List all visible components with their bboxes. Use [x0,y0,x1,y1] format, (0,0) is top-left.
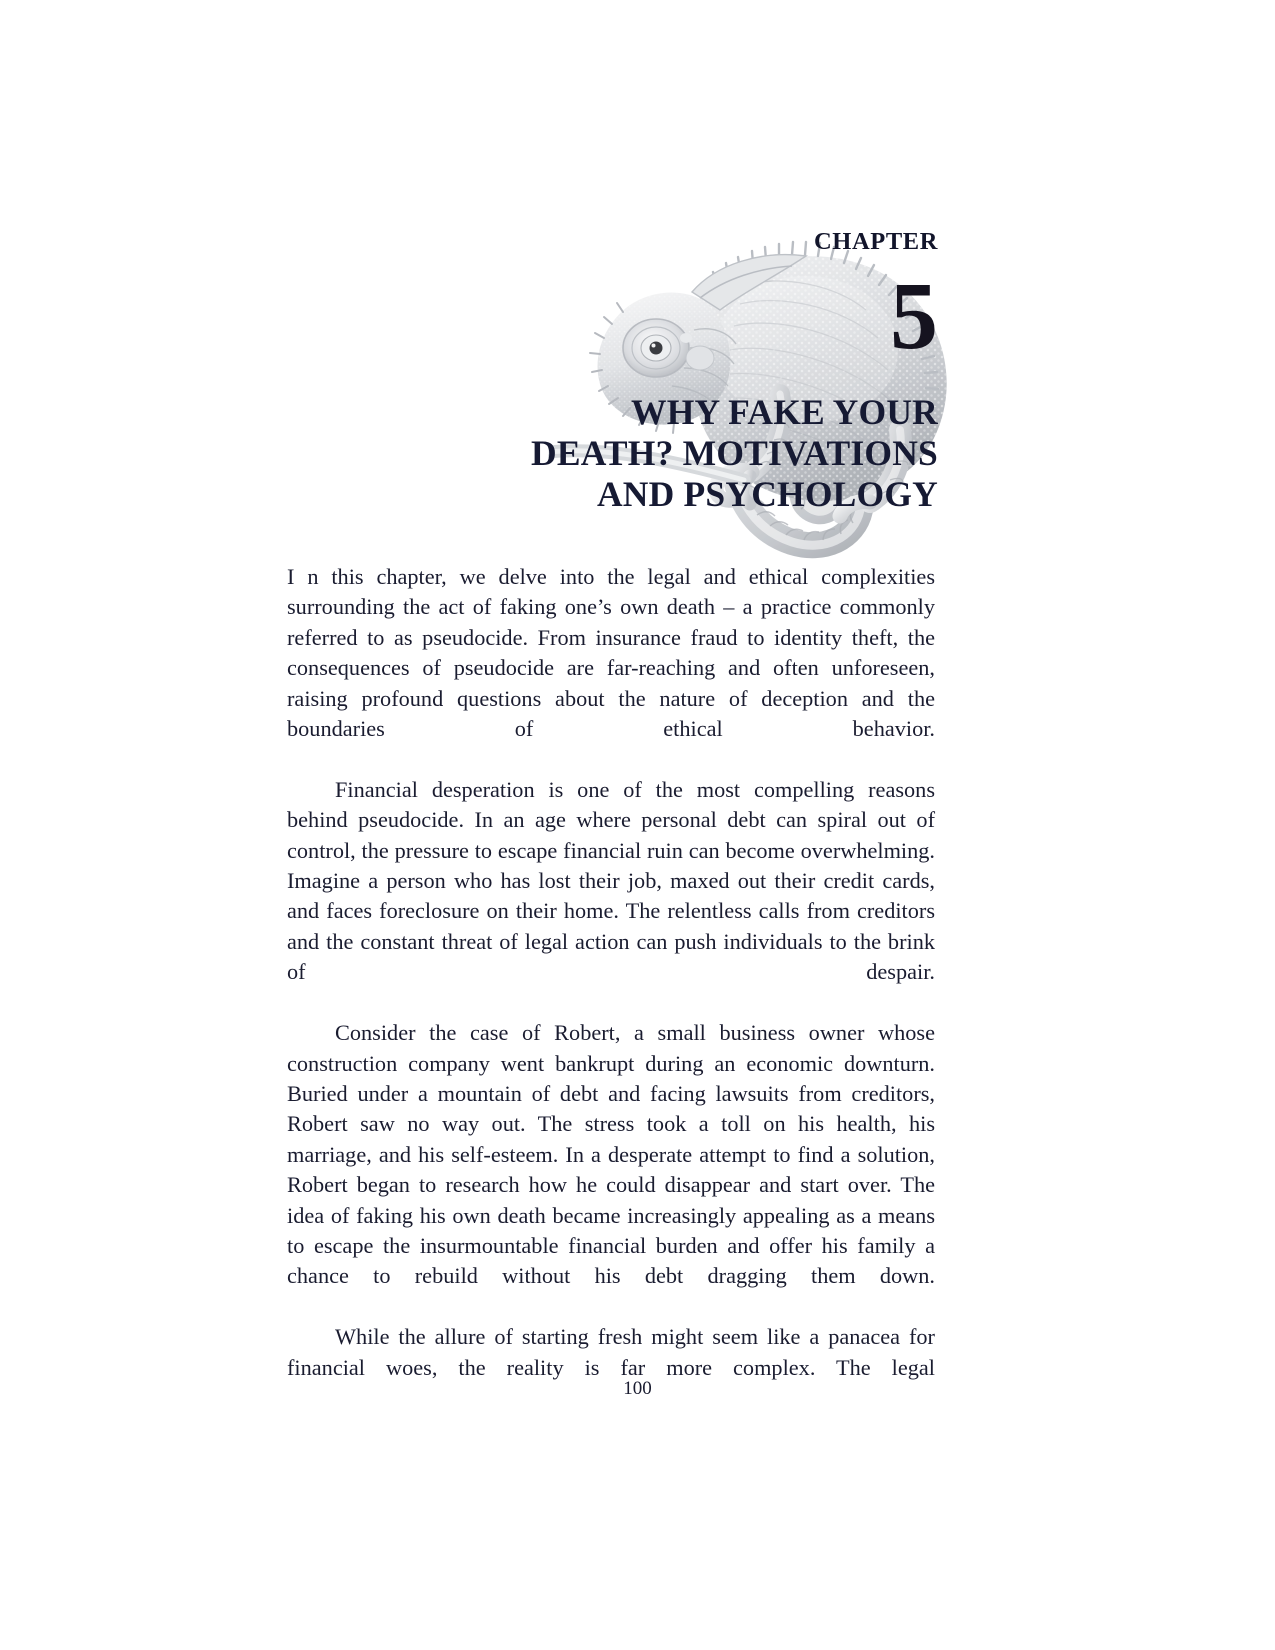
chapter-title-line-1: WHY FAKE YOUR [631,391,938,432]
body-text-column [287,562,935,1413]
page-number: 100 [623,1378,652,1399]
chapter-title-line-3: AND PSYCHOLOGY [596,473,938,514]
chapter-label: CHAPTER [814,228,938,255]
chapter-title [318,392,938,515]
body-paragraph-1: I n this chapter, we delve into the legal and ethical complexities surrounding the act of faking one’s own death – a practice commonly referred to as pseudocide. From insurance fraud to identity theft, the consequences of pseudocide are far-reaching and often unforeseen, raising profound questions about the nature of deception and the boundaries of ethical behavior. [287,564,935,742]
body-paragraph-2: Financial desperation is one of the most compelling reasons behind pseudocide. In an age where personal debt can spiral out of control, the pressure to escape financial ruin can become overwhelming. Imagine a person who has lost their job, maxed out their credit cards, and faces foreclosure on their home. The relentless calls from creditors and the constant threat of legal action can push individuals to the brink of despair. [287,776,935,985]
chapter-title-line-2: DEATH? MOTIVATIONS [531,432,938,473]
chameleon-eye [623,319,689,377]
body-paragraph-3: Consider the case of Robert, a small business owner whose construction company went bankrupt during an economic downturn. Buried under a mountain of debt and facing lawsuits from creditors, Robert saw no way out. The stress took a toll on his health, his marriage, and his self-esteem. In a desperate attempt to find a solution, Robert began to research how he could disappear and start over. The idea of faking his own death became increasingly appealing as a means to escape the insurmountable financial burden and offer his family a chance to rebuild without his debt dragging them down. [287,1020,935,1289]
body-paragraph-4: While the allure of starting fresh might seem like a panacea for financial woes, the reality is far more complex. The legal [287,1324,935,1380]
chapter-number: 5 [890,262,938,369]
chapter-opener-header [0,0,1275,560]
